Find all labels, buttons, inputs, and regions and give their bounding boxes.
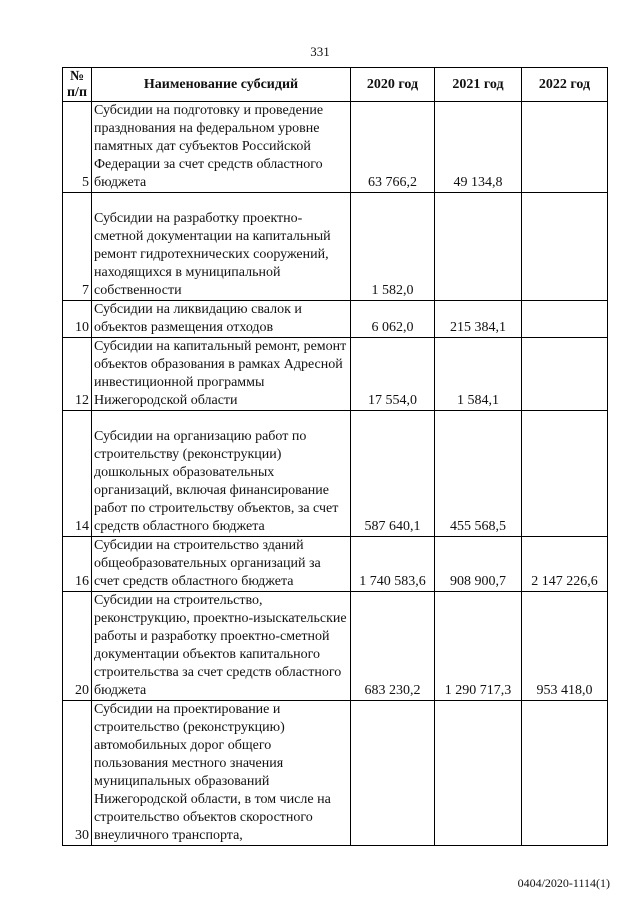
subsidy-name: Субсидии на капитальный ремонт, ремонт объектов образования в рамках Адресной инвестиционной программы Нижегородской области: [92, 338, 351, 411]
table-row: [63, 411, 608, 537]
header-2022: 2022 год: [522, 68, 608, 102]
value-2022: [522, 701, 608, 846]
page-number: 331: [310, 44, 330, 59]
value-2021: 1 584,1: [435, 338, 522, 411]
table-row: [63, 102, 608, 193]
value-2021: 455 568,5: [435, 411, 522, 537]
subsidies-table: [62, 67, 608, 846]
subsidy-name: Субсидии на разработку проектно-сметной документации на капитальный ремонт гидротехнических сооружений, находящихся в муниципальной собственности: [92, 193, 351, 301]
subsidy-name: Субсидии на строительство зданий общеобразовательных организаций за счет средств областного бюджета: [92, 537, 351, 592]
value-2022: [522, 301, 608, 338]
row-number: 10: [63, 301, 92, 338]
value-2021: 215 384,1: [435, 301, 522, 338]
header-name: Наименование субсидий: [92, 68, 351, 102]
subsidy-name: Субсидии на ликвидацию свалок и объектов размещения отходов: [92, 301, 351, 338]
table-row: [63, 193, 608, 301]
value-2020: 1 740 583,6: [351, 537, 435, 592]
value-2022: 953 418,0: [522, 592, 608, 701]
table-row: [63, 537, 608, 592]
table-row: [63, 338, 608, 411]
row-number: 16: [63, 537, 92, 592]
header-num: № п/п: [63, 68, 92, 102]
value-2021: [435, 701, 522, 846]
value-2020: 63 766,2: [351, 102, 435, 193]
value-2020: 6 062,0: [351, 301, 435, 338]
subsidy-name: Субсидии на организацию работ по строительству (реконструкции) дошкольных образовательных организаций, включая финансирование работ по строительству объектов, за счет средств областного бюджета: [92, 411, 351, 537]
row-number: 20: [63, 592, 92, 701]
table-row: [63, 701, 608, 846]
value-2022: [522, 411, 608, 537]
value-2021: [435, 193, 522, 301]
value-2022: 2 147 226,6: [522, 537, 608, 592]
value-2022: [522, 338, 608, 411]
row-number: 14: [63, 411, 92, 537]
header-2021: 2021 год: [435, 68, 522, 102]
value-2022: [522, 102, 608, 193]
document-code: 0404/2020-1114(1): [517, 876, 610, 890]
value-2020: 587 640,1: [351, 411, 435, 537]
row-number: 30: [63, 701, 92, 846]
subsidy-name: Субсидии на строительство, реконструкцию, проектно-изыскательские работы и разработку проектно-сметной документации объектов капитального строительства за счет средств областного бюджета: [92, 592, 351, 701]
row-number: 5: [63, 102, 92, 193]
table-row: [63, 301, 608, 338]
value-2020: 17 554,0: [351, 338, 435, 411]
row-number: 12: [63, 338, 92, 411]
subsidy-name: Субсидии на подготовку и проведение празднования на федеральном уровне памятных дат субъектов Российской Федерации за счет средств областного бюджета: [92, 102, 351, 193]
value-2021: 1 290 717,3: [435, 592, 522, 701]
subsidy-name: Субсидии на проектирование и строительство (реконструкцию) автомобильных дорог общего пользования местного значения муниципальных образований Нижегородской области, в том числе на строительство объектов скоростного внеуличного транспорта,: [92, 701, 351, 846]
value-2021: 908 900,7: [435, 537, 522, 592]
row-number: 7: [63, 193, 92, 301]
value-2021: 49 134,8: [435, 102, 522, 193]
table-header-row: [63, 68, 608, 102]
value-2020: [351, 701, 435, 846]
value-2020: 1 582,0: [351, 193, 435, 301]
header-2020: 2020 год: [351, 68, 435, 102]
value-2020: 683 230,2: [351, 592, 435, 701]
table-row: [63, 592, 608, 701]
value-2022: [522, 193, 608, 301]
